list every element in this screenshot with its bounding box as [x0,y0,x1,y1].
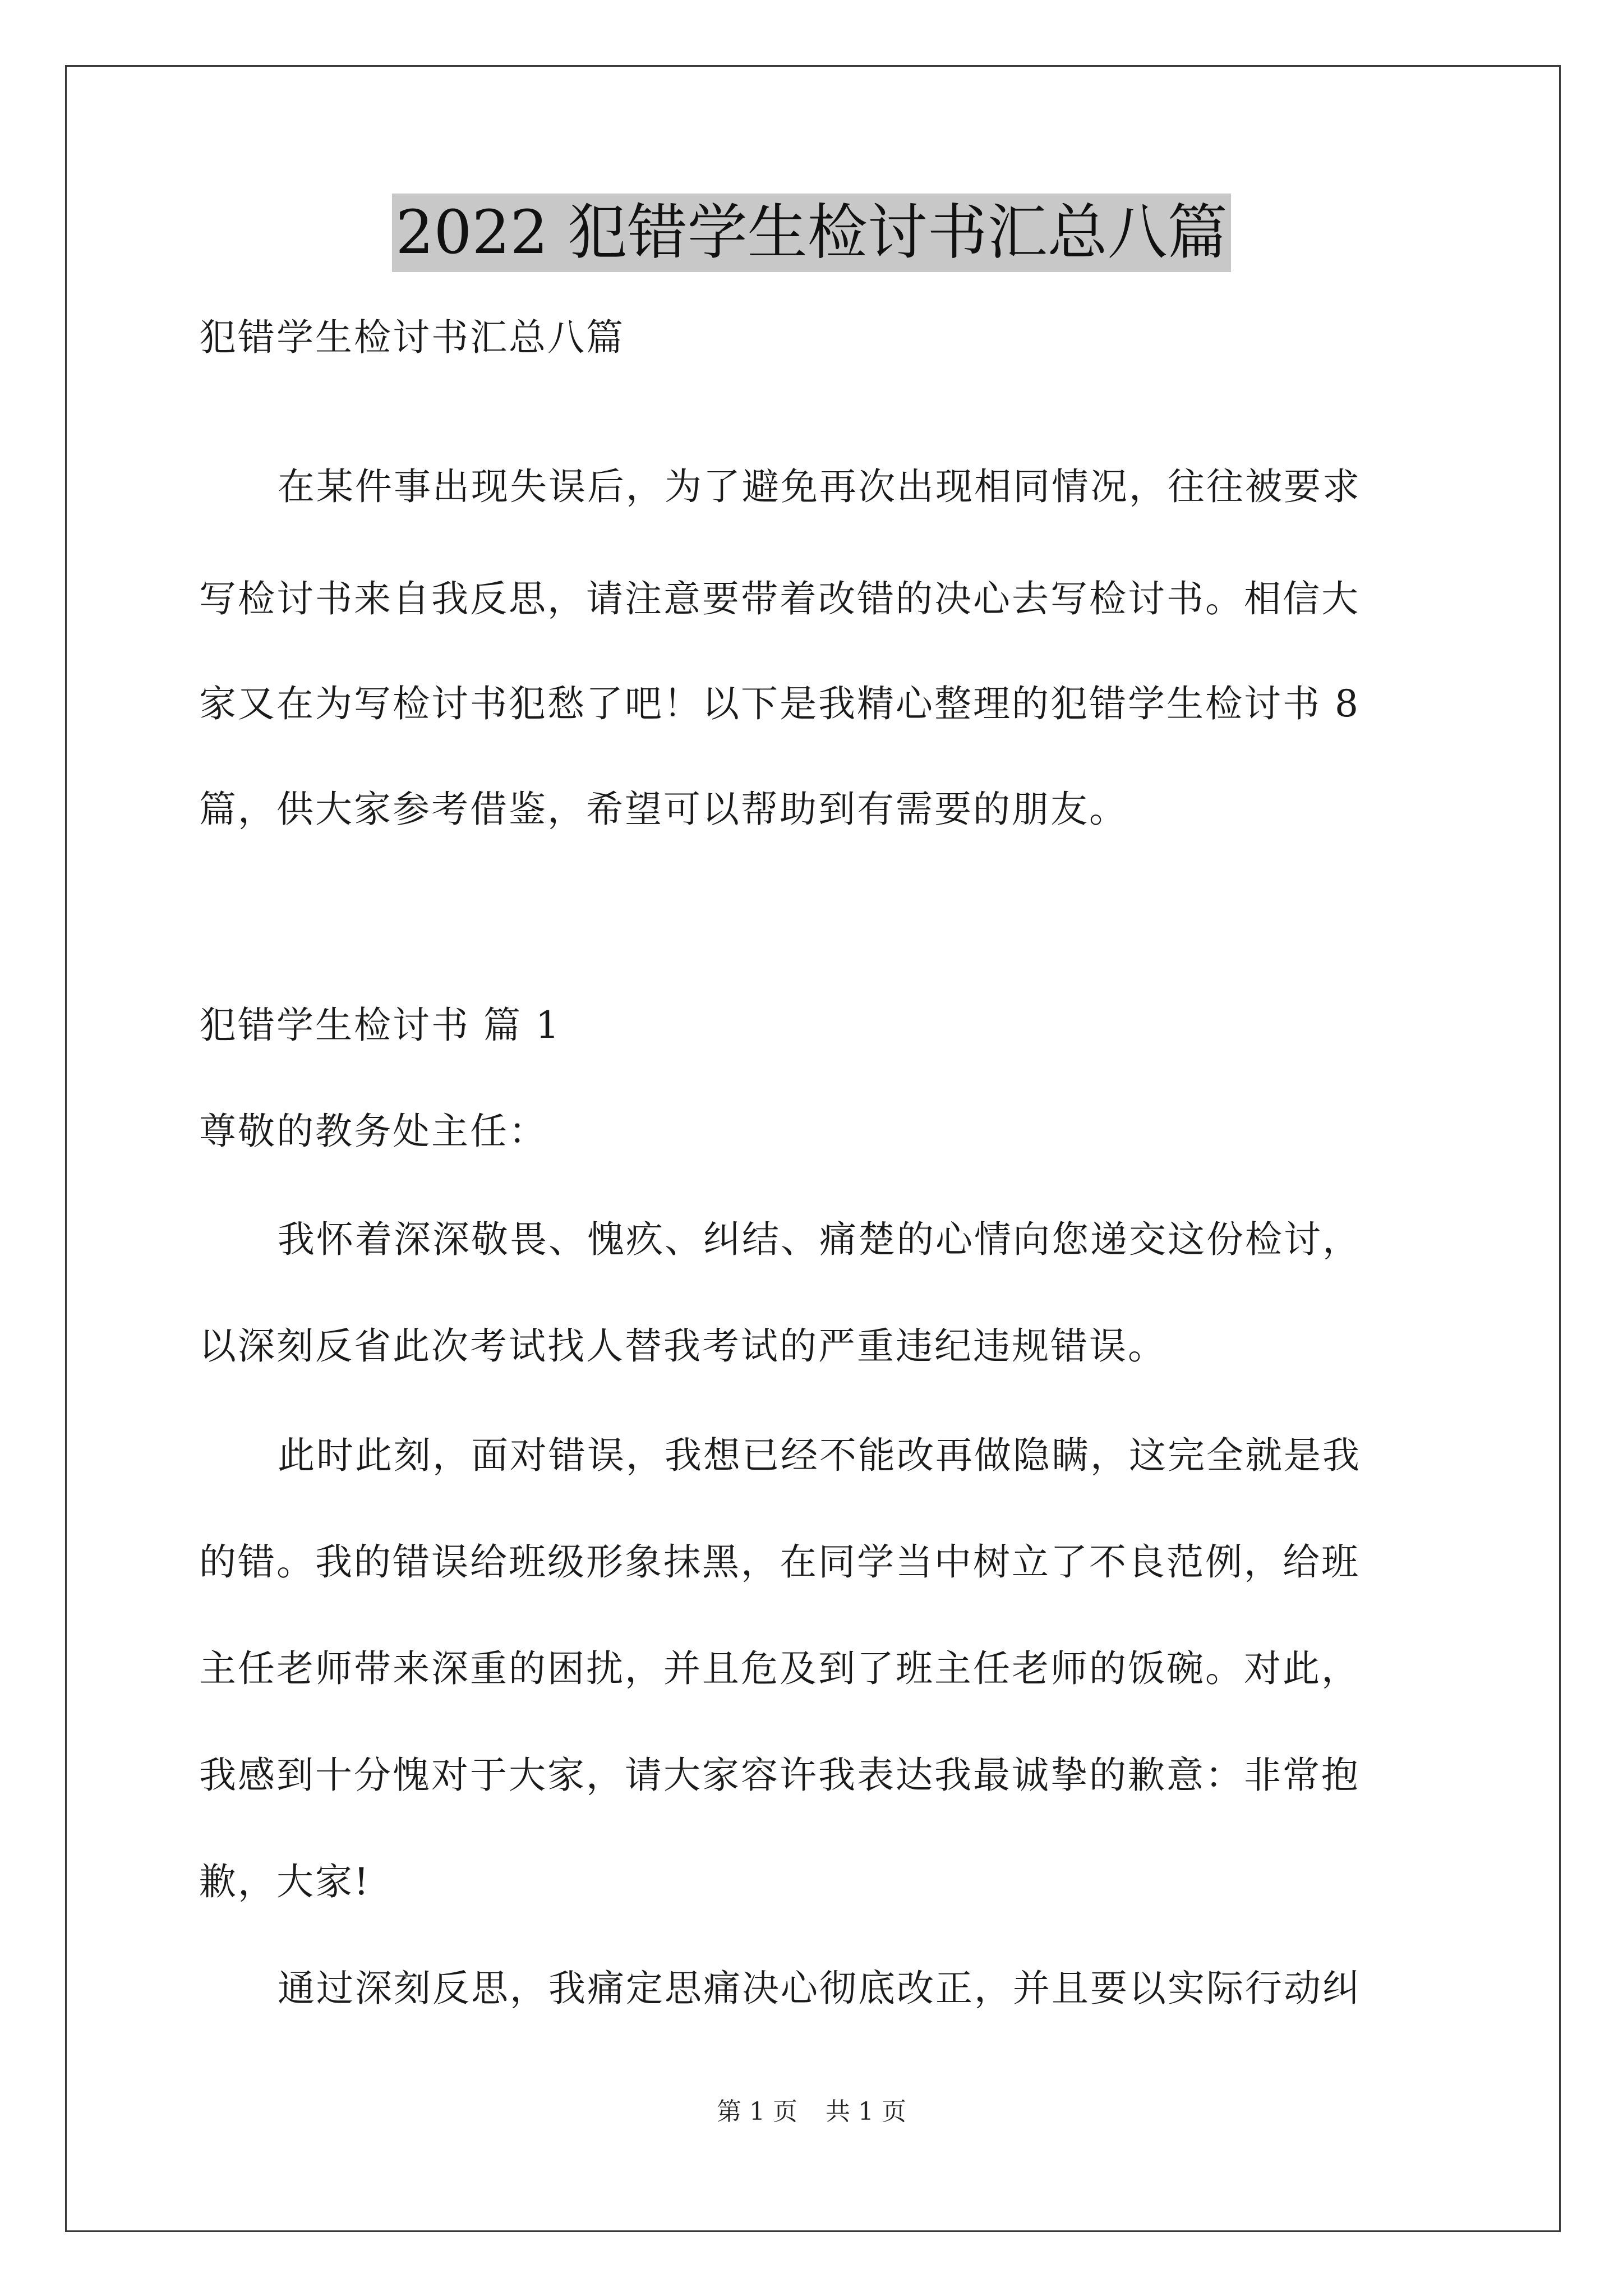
paragraph-1-line-2: 以深刻反省此次考试找人替我考试的严重违纪违规错误。 [199,1324,1166,1368]
page-number: 第 1 页 [717,2097,797,2126]
paragraph-2-line-3: 主任老师带来深重的困扰，并且危及到了班主任老师的饭碗。对此， [199,1647,1360,1690]
paragraph-2-line-5: 歉，大家! [199,1860,371,1903]
document-title: 2022 犯错学生检讨书汇总八篇 [392,194,1230,272]
page-footer [0,2095,1623,2129]
intro-heading: 犯错学生检讨书汇总八篇 [199,316,625,359]
intro-paragraph-line-4: 篇，供大家参考借鉴，希望可以帮助到有需要的朋友。 [199,788,1128,831]
paragraph-3-line-1: 通过深刻反思，我痛定思痛决心彻底改正，并且要以实际行动纠 [278,1967,1361,2010]
intro-paragraph-line-1: 在某件事出现失误后，为了避免再次出现相同情况，往往被要求 [278,465,1361,508]
intro-paragraph-line-3: 家又在为写检讨书犯愁了吧！以下是我精心整理的犯错学生检讨书 8 [199,682,1360,725]
total-pages: 共 1 页 [826,2097,906,2126]
salutation: 尊敬的教务处主任： [199,1110,547,1153]
title-container [0,194,1623,272]
paragraph-2-line-4: 我感到十分愧对于大家，请大家容许我表达我最诚挚的歉意：非常抱 [199,1754,1360,1797]
section-heading-1: 犯错学生检讨书 篇 1 [199,1004,561,1047]
paragraph-1-line-1: 我怀着深深敬畏、愧疚、纠结、痛楚的心情向您递交这份检讨， [278,1218,1361,1261]
paragraph-2-line-1: 此时此刻，面对错误，我想已经不能改再做隐瞒，这完全就是我 [278,1434,1361,1477]
intro-paragraph-line-2: 写检讨书来自我反思，请注意要带着改错的决心去写检讨书。相信大 [199,577,1360,620]
paragraph-2-line-2: 的错。我的错误给班级形象抹黑，在同学当中树立了不良范例，给班 [199,1540,1360,1584]
